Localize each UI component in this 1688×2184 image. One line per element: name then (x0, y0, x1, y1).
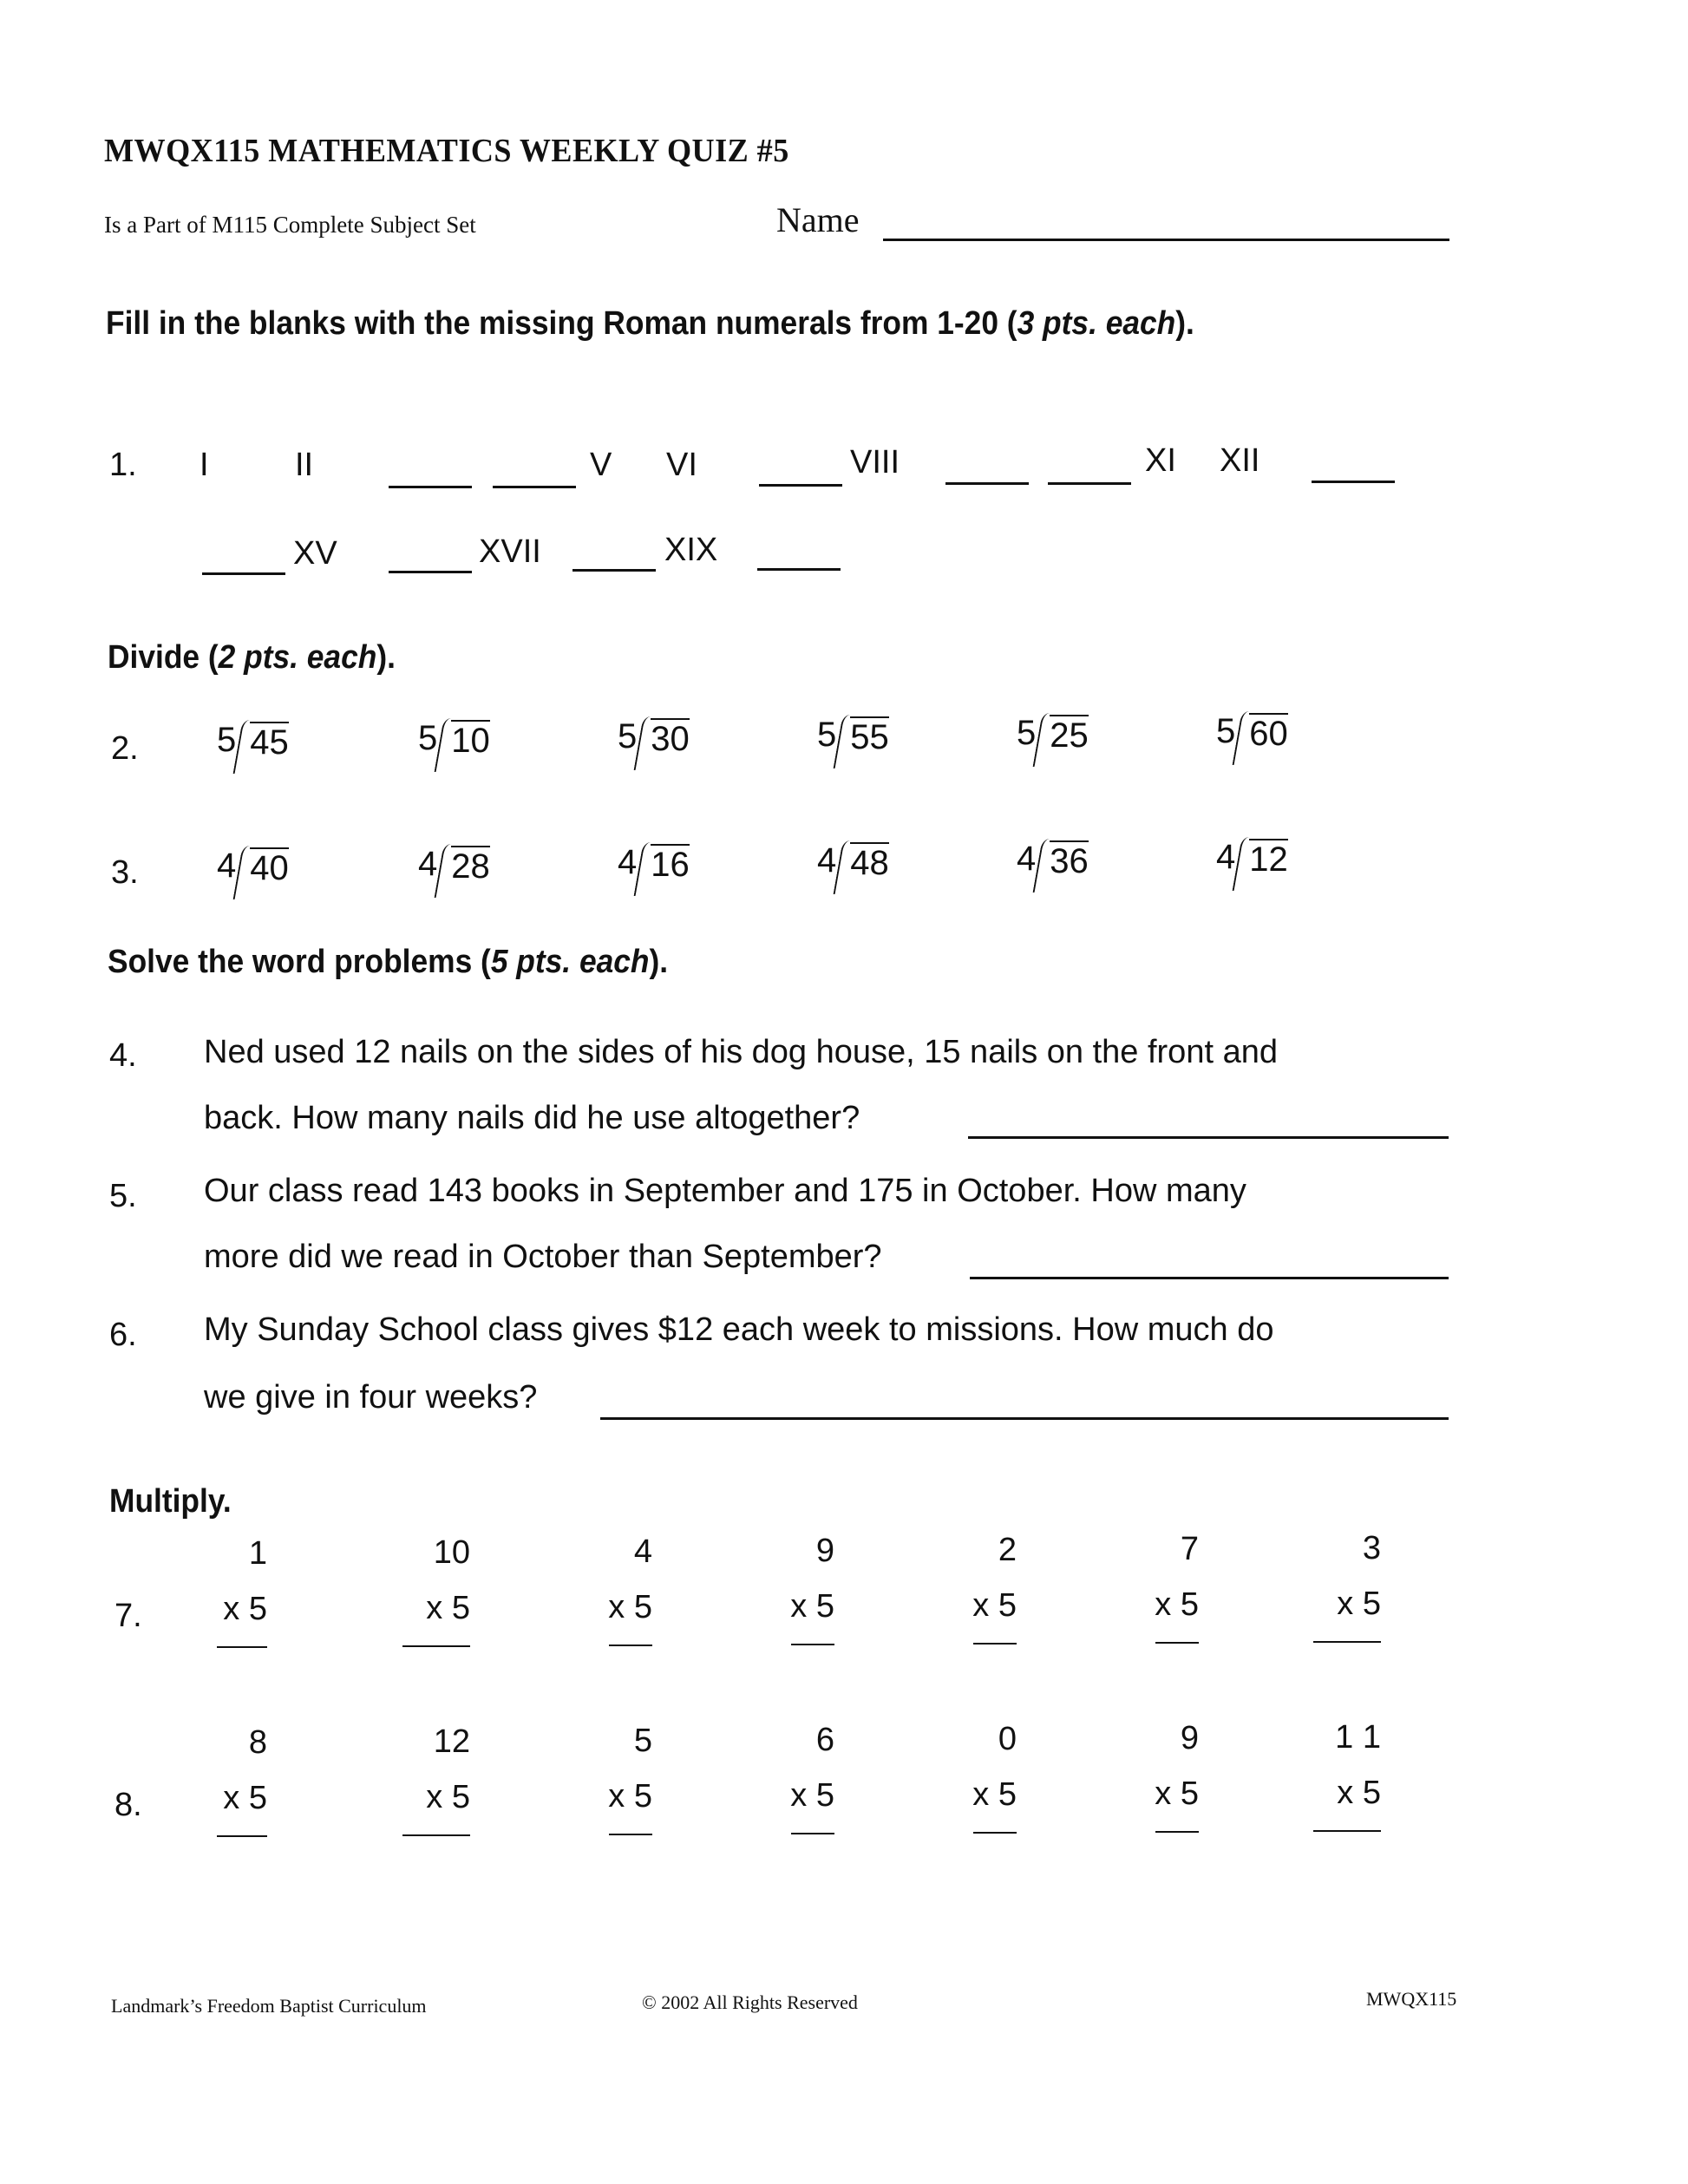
footer-code: MWQX115 (1366, 1988, 1457, 2010)
roman-section-heading (106, 305, 1194, 343)
dividend: 48 (850, 844, 889, 882)
answer-underline[interactable] (1155, 1831, 1199, 1833)
roman-item: XV (293, 535, 337, 572)
word-problem-text: My Sunday School class gives $12 each week to missions. How much do (204, 1311, 1274, 1348)
answer-underline[interactable] (402, 1834, 470, 1836)
roman-blank-16[interactable] (389, 571, 472, 573)
divisor: 4 (1017, 840, 1037, 878)
multiplication-problem (574, 1535, 652, 1646)
divisor: 5 (817, 716, 837, 754)
word-problem-text: Ned used 12 nails on the sides of his dog house, 15 nails on the front and (204, 1034, 1278, 1070)
multiplier: x 5 (1155, 1586, 1199, 1623)
name-field[interactable] (883, 239, 1449, 241)
roman-blank-7[interactable] (759, 484, 842, 487)
roman-item: XIX (664, 532, 718, 568)
name-label: Name (776, 200, 860, 239)
divisor: 4 (618, 843, 638, 881)
dividend: 12 (1249, 840, 1288, 879)
multiplier: x 5 (972, 1587, 1017, 1624)
multiplicand: 5 (633, 1723, 652, 1759)
answer-underline[interactable] (402, 1645, 470, 1647)
dividend: 36 (1050, 842, 1089, 880)
dividend: 16 (651, 846, 690, 884)
multiplication-problem (756, 1723, 834, 1834)
divisor: 4 (1216, 838, 1236, 876)
multiplicand: 0 (998, 1721, 1017, 1757)
word-problem-text: more did we read in October than September? (204, 1239, 882, 1275)
multiplicand: 4 (633, 1533, 652, 1570)
roman-item: XI (1145, 442, 1176, 479)
multiplication-problem (1303, 1532, 1381, 1643)
heading-points: 3 pts. each (1017, 305, 1176, 342)
heading-text: Fill in the blanks with the missing Roman numerals from 1-20 ( (106, 305, 1017, 342)
roman-blank-9[interactable] (945, 482, 1029, 485)
answer-underline[interactable] (609, 1645, 652, 1646)
multiplicand: 9 (1180, 1720, 1199, 1756)
multiplication-problem (756, 1534, 834, 1645)
multiplier: x 5 (608, 1589, 652, 1625)
division-problem (418, 718, 490, 758)
quiz-title: MWQX115 MATHEMATICS WEEKLY QUIZ #5 (104, 133, 789, 169)
question-number: 6. (109, 1317, 137, 1353)
roman-item: XII (1220, 442, 1260, 479)
dividend: 45 (250, 723, 289, 762)
multiplier: x 5 (790, 1777, 834, 1814)
heading-points: 5 pts. each (490, 944, 650, 980)
word-problem-text: we give in four weeks? (204, 1379, 538, 1416)
multiplier: x 5 (426, 1779, 470, 1815)
multiplier: x 5 (223, 1591, 267, 1627)
multiplier: x 5 (1337, 1775, 1381, 1811)
dividend: 40 (250, 849, 289, 887)
heading-text: Solve the word problems ( (108, 944, 491, 980)
roman-item: I (200, 447, 209, 483)
heading-end: ). (649, 944, 669, 980)
word-problem-text: Our class read 143 books in September and 175 in October. How many (204, 1173, 1246, 1209)
question-number: 8. (114, 1787, 142, 1823)
answer-underline[interactable] (791, 1644, 834, 1645)
answer-underline[interactable] (973, 1643, 1017, 1645)
multiplication-problem (939, 1723, 1017, 1834)
divisor: 5 (618, 717, 638, 755)
multiplication-problem (1121, 1722, 1199, 1833)
answer-underline[interactable] (1313, 1830, 1381, 1832)
multiplicand: 3 (1362, 1530, 1381, 1566)
multiplicand: 7 (1180, 1531, 1199, 1567)
divisor: 5 (418, 719, 438, 757)
answer-underline[interactable] (609, 1834, 652, 1835)
multiplier: x 5 (426, 1590, 470, 1626)
multiplicand: 1 1 (1335, 1719, 1381, 1756)
dividend: 10 (451, 722, 490, 760)
multiplicand: 8 (248, 1724, 267, 1761)
heading-points: 2 pts. each (218, 639, 377, 676)
heading-text: Divide ( (108, 639, 219, 676)
divisor: 5 (217, 721, 237, 759)
multiplicand: 2 (998, 1532, 1017, 1568)
answer-underline[interactable] (217, 1835, 267, 1837)
answer-underline[interactable] (1155, 1642, 1199, 1644)
division-problem (217, 720, 289, 760)
multiply-section-heading: Multiply. (109, 1483, 232, 1520)
divide-section-heading (108, 639, 396, 677)
roman-item: II (295, 447, 314, 483)
multiplicand: 12 (433, 1723, 470, 1760)
dividend: 25 (1050, 716, 1089, 755)
division-problem (217, 846, 289, 886)
footer-copyright: © 2002 All Rights Reserved (642, 1991, 858, 2013)
multiplicand: 6 (815, 1722, 834, 1758)
answer-underline[interactable] (973, 1832, 1017, 1834)
division-problem (1017, 839, 1089, 879)
roman-item: VIII (850, 444, 900, 481)
multiplication-problem (939, 1533, 1017, 1645)
answer-underline[interactable] (217, 1646, 267, 1648)
division-problem (618, 716, 690, 756)
question-number: 4. (109, 1037, 137, 1074)
answer-underline[interactable] (1313, 1641, 1381, 1643)
answer-field-6[interactable] (600, 1417, 1449, 1420)
multiplication-problem (574, 1724, 652, 1835)
roman-blank-14[interactable] (202, 572, 285, 575)
question-number: 3. (111, 854, 139, 891)
division-problem (817, 715, 889, 755)
roman-item: VI (666, 447, 697, 483)
word-problem-text: back. How many nails did he use altogether? (204, 1100, 860, 1136)
roman-blank-18[interactable] (572, 569, 656, 572)
dividend: 30 (651, 720, 690, 758)
answer-underline[interactable] (791, 1833, 834, 1834)
answer-field-4[interactable] (968, 1136, 1449, 1139)
multiplier: x 5 (972, 1776, 1017, 1813)
division-problem (1216, 711, 1288, 751)
roman-blank-13[interactable] (1312, 481, 1395, 483)
dividend: 28 (451, 847, 490, 886)
roman-blank-4[interactable] (493, 486, 576, 488)
question-number: 2. (111, 730, 139, 767)
multiplication-problem (392, 1725, 470, 1836)
multiplicand: 9 (815, 1533, 834, 1569)
division-problem (618, 842, 690, 882)
answer-field-5[interactable] (970, 1277, 1449, 1279)
division-problem (1017, 713, 1089, 753)
roman-blank-20[interactable] (757, 568, 841, 571)
division-problem (418, 844, 490, 884)
question-number: 5. (109, 1178, 137, 1214)
question-number: 7. (114, 1598, 142, 1634)
footer-publisher: Landmark’s Freedom Baptist Curriculum (111, 1995, 427, 2017)
word-problems-heading (108, 944, 668, 981)
question-number: 1. (109, 447, 137, 483)
dividend: 55 (850, 718, 889, 756)
multiplication-problem (189, 1537, 267, 1648)
roman-blank-3[interactable] (389, 486, 472, 488)
multiplicand: 1 (248, 1535, 267, 1572)
multiplicand: 10 (433, 1534, 470, 1571)
division-problem (1216, 837, 1288, 877)
multiplication-problem (189, 1726, 267, 1837)
multiplier: x 5 (1155, 1775, 1199, 1812)
multiplier: x 5 (608, 1778, 652, 1815)
heading-end: ). (376, 639, 396, 676)
roman-item: XVII (479, 533, 541, 570)
multiplication-problem (1121, 1533, 1199, 1644)
quiz-subtitle: Is a Part of M115 Complete Subject Set (104, 212, 476, 238)
multiplier: x 5 (1337, 1586, 1381, 1622)
multiplier: x 5 (223, 1780, 267, 1816)
roman-blank-10[interactable] (1048, 482, 1131, 485)
multiplication-problem (1303, 1721, 1381, 1832)
divisor: 5 (1017, 714, 1037, 752)
divisor: 5 (1216, 712, 1236, 750)
heading-end: ). (1175, 305, 1194, 342)
division-problem (817, 840, 889, 880)
divisor: 4 (817, 841, 837, 879)
roman-item: V (590, 447, 612, 483)
dividend: 60 (1249, 715, 1288, 753)
divisor: 4 (217, 847, 237, 885)
multiplication-problem (392, 1536, 470, 1647)
multiplier: x 5 (790, 1588, 834, 1625)
divisor: 4 (418, 845, 438, 883)
